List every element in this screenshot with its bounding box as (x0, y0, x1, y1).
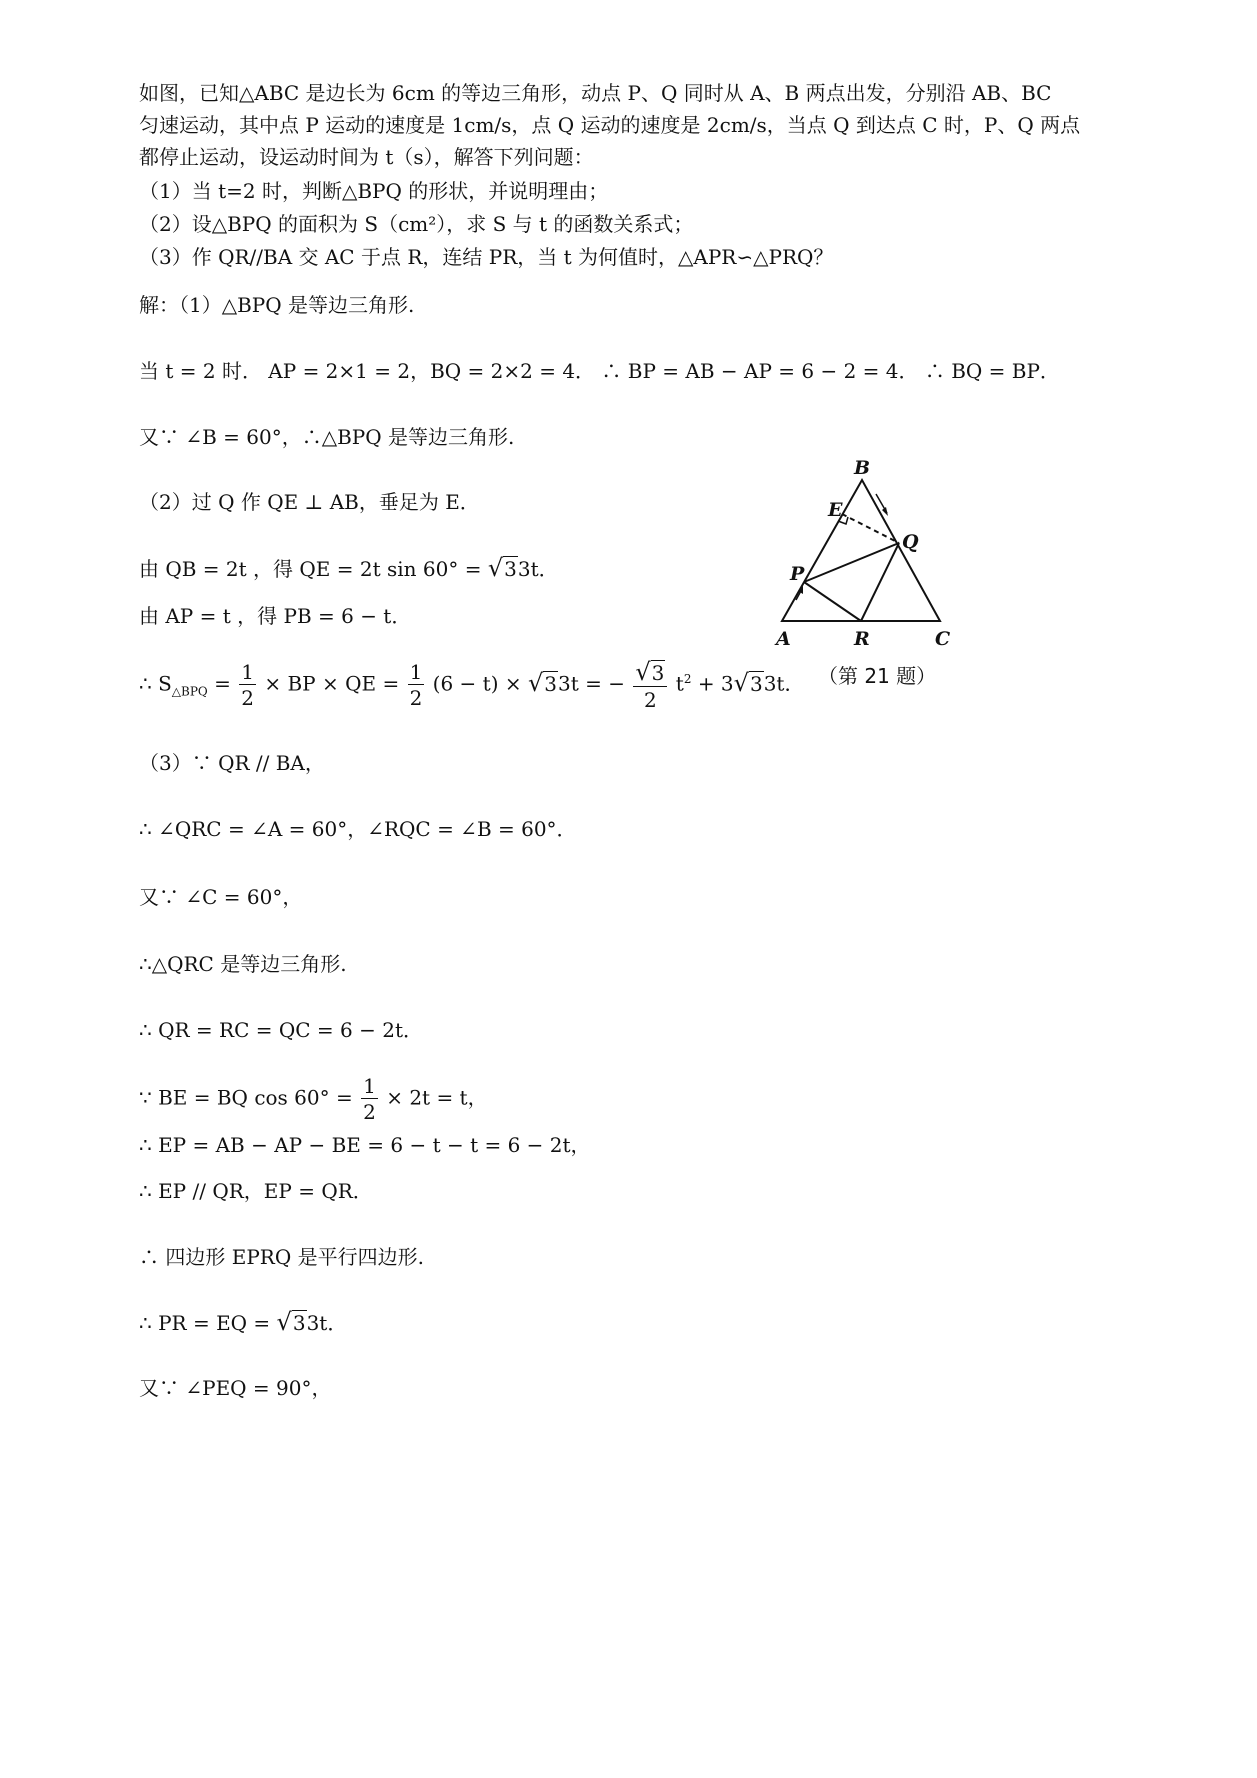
radicand: 3 (749, 671, 763, 696)
solution-14: ∴ EP = AB − AP − BE = 6 − t − t = 6 − 2t， (139, 1133, 591, 1157)
solution-11: ∴△QRC 是等边三角形. (139, 952, 347, 976)
fraction-denominator: 2 (409, 686, 423, 710)
figure-caption: （第 21 题） (818, 664, 937, 688)
solution-10: 又∵ ∠C = 60°， (139, 885, 303, 909)
solution-7-part-i: 3t (763, 671, 785, 696)
solution-7-part-e: 3t (558, 671, 579, 696)
radicand: 3 (504, 557, 517, 581)
solution-9: ∴ ∠QRC = ∠A = 60°，∠RQC = ∠B = 60°． (139, 817, 577, 841)
solution-4: （2）过 Q 作 QE ⊥ AB，垂足为 E． (139, 490, 480, 514)
fraction-half-2 (408, 662, 425, 708)
solution-7-part-c: × BP × QE = (264, 671, 400, 696)
solution-7-part-d: (6 − t) × (432, 671, 522, 696)
solution-17-part-b: 3t (306, 1311, 328, 1335)
solution-2: 当 t = 2 时． AP = 2×1 = 2，BQ = 2×2 = 4． ∴ BP = AB − AP = 6 − 2 = 4． ∴ BQ = BP． (139, 359, 1060, 383)
label-p: P (790, 563, 805, 585)
fraction-numerator: 1 (363, 1074, 376, 1098)
fraction-half-1 (239, 662, 256, 708)
fraction-denominator: 2 (241, 686, 254, 710)
solution-7-part-h: + 3 (697, 671, 734, 696)
solution-1: 解：（1）△BPQ 是等边三角形. (139, 293, 415, 317)
solution-7: ∴ $S_{\triangle BPQ}$ = $\frac{1}{2}$ × BP × QE = $\frac{1}{2}$ (6 − t) × √33t = − $\frac{√3}{2}$ $t^2 + 3√33t$． (139, 658, 805, 712)
solution-13-part-a: ∵ BE = BQ (139, 1085, 248, 1110)
solution-15: ∴ EP // QR，EP = QR． (139, 1179, 373, 1203)
radicand: 3 (651, 661, 665, 685)
sqrt-expression: √3 (276, 1308, 306, 1336)
sqrt-expression: √3 (527, 668, 558, 697)
problem-line-3: 都停止运动，设运动时间为 t（s），解答下列问题： (139, 145, 594, 169)
radicand: 3 (292, 1311, 306, 1335)
fraction-sqrt3-over-2 (633, 660, 667, 710)
solution-18: 又∵ ∠PEQ = 90°， (139, 1376, 332, 1400)
fraction-half-3 (361, 1076, 378, 1122)
radicand: 3 (544, 671, 558, 696)
solution-13 (139, 1076, 488, 1122)
solution-17-part-c: ． (327, 1311, 348, 1335)
segment-pq (804, 543, 899, 582)
solution-17 (139, 1309, 347, 1336)
label-q: Q (902, 531, 919, 553)
sqrt-expression: √3 (635, 658, 665, 686)
solution-5-part-c: 3t (517, 557, 539, 581)
question-2: （2）设△BPQ 的面积为 S（cm²），求 S 与 t 的函数关系式； (139, 212, 694, 236)
sqrt-expression: √3 (487, 554, 517, 582)
label-r: R (854, 628, 870, 650)
label-b: B (854, 458, 871, 479)
question-3: （3）作 QR//BA 交 AC 于点 R，连结 PR，当 t 为何值时，△APR∽△PRQ？ (139, 245, 834, 269)
segment-eq-dashed (842, 514, 899, 543)
label-c: C (935, 628, 951, 650)
problem-line-2: 匀速运动，其中点 P 运动的速度是 1cm/s，点 Q 运动的速度是 2cm/s，当点 Q 到达点 C 时，P、Q 两点 (139, 113, 1081, 137)
question-1: （1）当 t=2 时，判断△BPQ 的形状，并说明理由； (139, 179, 609, 203)
solution-3: 又∵ ∠B = 60°，∴△BPQ 是等边三角形. (139, 425, 515, 449)
solution-7-part-f: = − (585, 671, 626, 696)
solution-7-subscript: △BPQ (171, 684, 208, 699)
solution-13-part-c: × 2t = t， (386, 1085, 488, 1110)
solution-13-part-b: cos 60° = (254, 1085, 353, 1110)
problem-line-1: 如图，已知△ABC 是边长为 6cm 的等边三角形，动点 P、Q 同时从 A、B 两点出发，分别沿 AB、BC (139, 81, 1052, 105)
segment-qr (861, 543, 899, 621)
solution-17-part-a: ∴ PR = EQ = (139, 1311, 271, 1335)
label-e: E (828, 499, 843, 521)
sqrt-expression: √3 (733, 668, 763, 697)
fraction-denominator: 2 (363, 1100, 376, 1124)
fraction-denominator: 2 (644, 688, 657, 712)
fraction-numerator: 1 (409, 660, 423, 684)
solution-8: （3）∵ QR // BA， (139, 751, 325, 775)
solution-5: 由 QB = 2t ，得 QE = 2t sin 60° = √33t． (139, 554, 559, 582)
solution-7-part-g: t (675, 671, 684, 696)
solution-7-part-b: = (214, 671, 231, 696)
fraction-numerator (633, 660, 667, 687)
solution-12: ∴ QR = RC = QC = 6 − 2t． (139, 1018, 423, 1042)
arrowhead-q (882, 507, 888, 516)
solution-6: 由 AP = t ，得 PB = 6 − t． (139, 604, 412, 628)
square-exponent: 2 (683, 671, 692, 686)
fraction-numerator: 1 (241, 660, 254, 684)
solution-7-part-a: ∴ S (139, 671, 172, 696)
segment-pr (804, 582, 861, 621)
solution-5-part-a: 由 QB = 2t ，得 QE = 2t (139, 557, 381, 581)
solution-5-part-b: sin 60° = (387, 557, 482, 581)
solution-16: ∴ 四边形 EPRQ 是平行四边形. (139, 1245, 424, 1269)
triangle-figure (768, 458, 998, 688)
label-a: A (776, 628, 791, 650)
